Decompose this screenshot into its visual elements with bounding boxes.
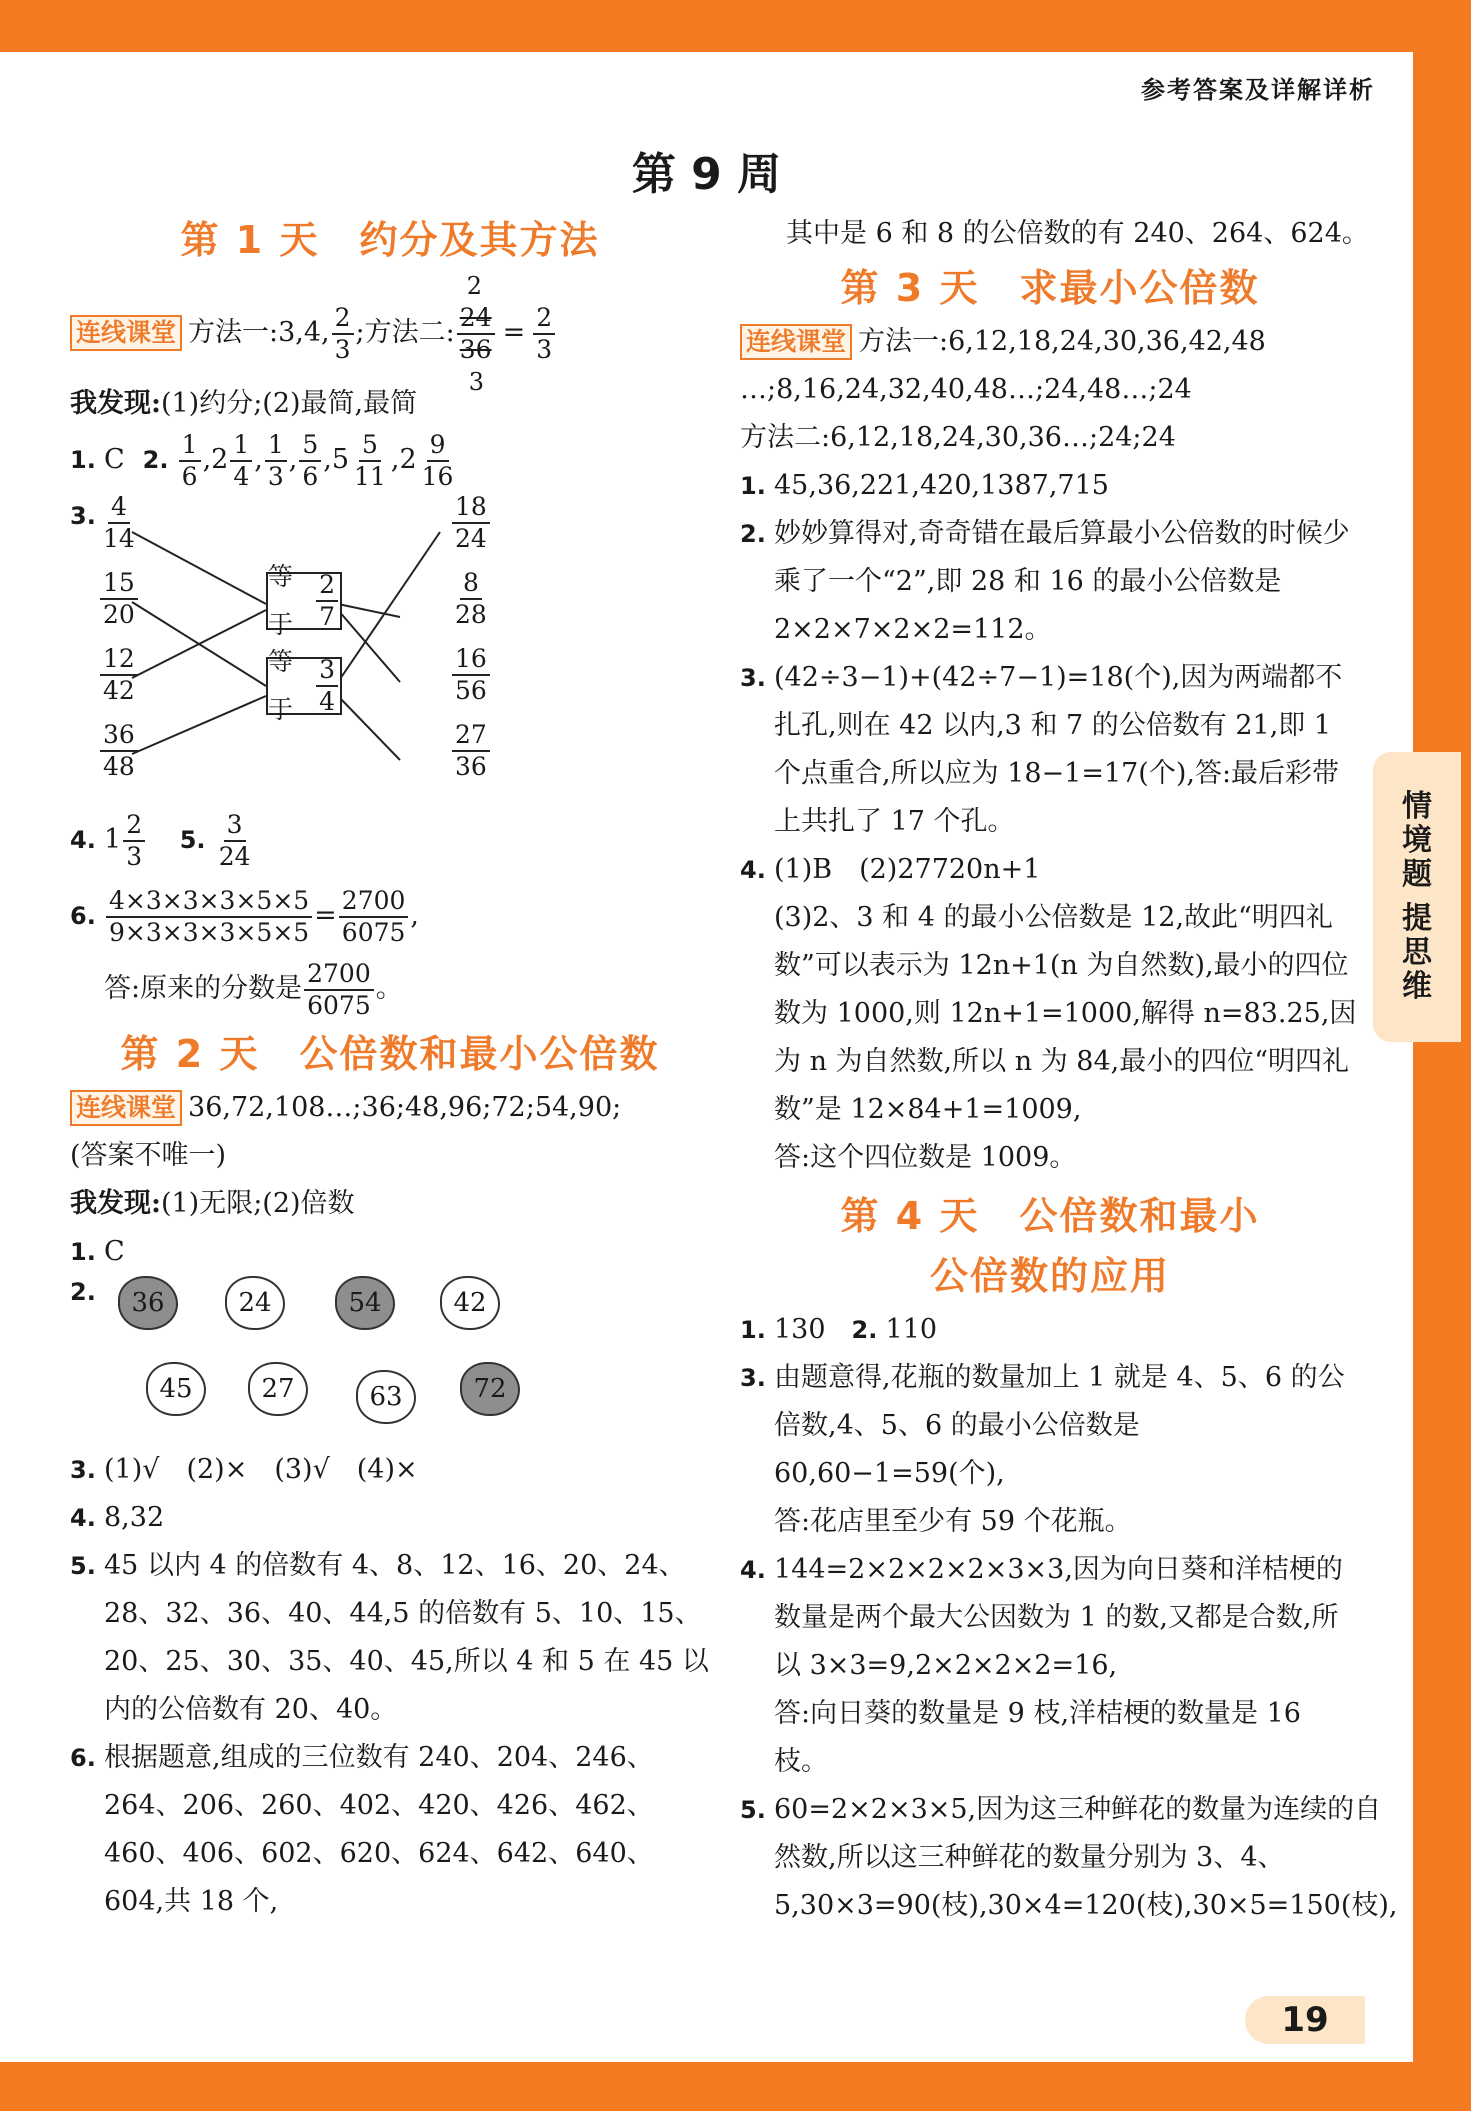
number-bubble: 36 [118, 1276, 178, 1330]
day2-class-line2: (答案不唯一) [70, 1140, 227, 1171]
question-number: 1. [740, 1316, 766, 1344]
day2-title: 第 2 天 公倍数和最小公倍数 [120, 1032, 660, 1076]
question-number: 4. [740, 856, 766, 884]
fraction: $\frac{18}{24}$ [452, 492, 490, 554]
day1-method1: 方法一:3,4, [188, 317, 330, 348]
day3-method1: 连线课堂 方法一:6,12,18,24,30,36,42,48 [740, 318, 1360, 366]
equals-two-sevenths-box: 等于 $\frac{2}{7}$ [266, 572, 342, 630]
question-number: 2. [70, 1278, 96, 1306]
day1-discovery: 我发现:(1)约分;(2)最简,最简 [70, 388, 418, 419]
question-number: 3. [70, 1456, 96, 1484]
side-tab-char: 情 [1402, 789, 1432, 824]
day2-q1: 1. C [70, 1228, 710, 1276]
number-bubble: 45 [146, 1362, 206, 1416]
side-tab-char: 题 [1402, 857, 1432, 892]
day2-q2-bubbles [70, 1276, 710, 1446]
fraction: $\frac{16}{56}$ [452, 644, 490, 706]
day1-q6: 6. $\frac{4\times 3\times 3\times 3\times 5\times 5}{9\times 3\times 3\times 3\times 5\times 5}$ = $\frac{2700}{6075}$ , [70, 876, 710, 956]
day3-q4: 4. (1)B (2)27720n+1 (3)2、3 和 4 的最小公倍数是 12,故此“明四礼数”可以表示为 12n+1(n 为自然数),最小的四位数为 1000,则 12n+1=1000,解得 n=83.25,因为 n 为自然数,所以 n 为 84,最小的四位“明四礼数”是 12×84+1=1009, 答:这个四位数是 1009。 [740, 846, 1360, 1182]
side-tab-char: 维 [1402, 969, 1432, 1004]
question-number: 2. [740, 520, 766, 548]
equals-three-quarters-box: 等于 $\frac{3}{4}$ [266, 657, 342, 715]
number-bubble: 72 [460, 1362, 520, 1416]
day2-class-line: 连线课堂 36,72,108…;36;48,96;72;54,90; [70, 1084, 710, 1132]
question-number: 1. [740, 472, 766, 500]
day2-q4: 4. 8,32 [70, 1494, 710, 1542]
question-number: 6. [70, 902, 96, 930]
day1-q6-answer: 答:原来的分数是 $\frac{2700}{6075}$ 。 [104, 958, 403, 1020]
day4-q5: 5. 60=2×2×3×5,因为这三种鲜花的数量为连续的自然数,所以这三种鲜花的数量分别为 3、4、5,30×3=90(枝),30×4=120(枝),30×5=150(枝), [740, 1786, 1360, 1930]
question-number: 4. [70, 826, 96, 854]
question-number: 3. [740, 1364, 766, 1392]
fraction: $\frac{8}{28}$ [455, 568, 487, 629]
fraction: $\frac{9}{16}$ [421, 429, 454, 491]
right-intro: 其中是 6 和 8 的公倍数的有 240、264、624。 [786, 218, 1369, 249]
day4-q1-q2: 1. 130 2. 110 [740, 1306, 1360, 1354]
fraction: $\frac{15}{20}$ [100, 568, 138, 630]
number-bubble: 54 [335, 1276, 395, 1330]
side-tab [1373, 752, 1461, 1042]
question-number: 5. [179, 826, 206, 854]
page-number: 19 [1245, 1996, 1365, 2044]
fraction: $\frac{2}{3}$ [533, 303, 555, 365]
day4-title: 第 4 天 公倍数和最小 公倍数的应用 [840, 1194, 1260, 1298]
day1-badge: 连线课堂 [70, 315, 182, 351]
right-column [740, 210, 1398, 1930]
number-bubble: 42 [440, 1276, 500, 1330]
day1-method2-label: ;方法二: [355, 317, 455, 348]
question-number: 3. [70, 502, 96, 530]
day3-title: 第 3 天 求最小公倍数 [840, 266, 1260, 310]
fraction: $\frac{5}{11}$ [354, 429, 386, 491]
page-header: 参考答案及详解详析 [1141, 76, 1375, 104]
day3-q2: 2. 妙妙算得对,奇奇错在最后算最小公倍数的时候少乘了一个“2”,即 28 和 16 的最小公倍数是 2×2×7×2×2=112。 [740, 510, 1360, 654]
day3-method1b: …;8,16,24,32,40,48…;24,48…;24 [740, 374, 1192, 405]
fraction: $\frac{12}{42}$ [100, 644, 138, 706]
fraction: $\frac{2}{3}$ [332, 303, 354, 365]
fraction: $\frac{5}{6}$ [299, 430, 321, 492]
side-tab-char: 思 [1402, 935, 1432, 970]
side-tab-char: 境 [1402, 823, 1432, 858]
day3-method2: 方法二:6,12,18,24,30,36…;24;24 [740, 422, 1176, 453]
day1-class-line: 连线课堂 方法一:3,4, $\frac{2}{3}$ ;方法二: 2 24 36 3 = $\frac{2}{3}$ [70, 298, 710, 368]
day3-badge: 连线课堂 [740, 324, 852, 360]
fraction: $\frac{1}{6}$ [179, 430, 201, 492]
question-number: 1. [70, 1238, 96, 1266]
day2-q5: 5. 45 以内 4 的倍数有 4、8、12、16、20、24、28、32、36、40、44,5 的倍数有 5、10、15、20、25、30、35、40、45,所以 4 和 5 在 45 以内的公倍数有 20、40。 [70, 1542, 710, 1734]
q2-fraction-list: $\frac{1}{6}$ ,2 $\frac{1}{4}$ , $\frac{1}{3}$ , $\frac{5}{6}$ ,5 $\frac{5}{11}$ ,2 $\frac{9}{16}$ [177, 444, 459, 475]
day1-q1-q2: 1. C 2. $\frac{1}{6}$ ,2 $\frac{1}{4}$ , $\frac{1}{3}$ , $\frac{5}{6}$ ,5 $\frac{5}{11}$ ,2 $\frac{9}{16}$ [70, 428, 710, 492]
day2-q3: 3. (1)√ (2)× (3)√ (4)× [70, 1446, 710, 1494]
fraction: $\frac{36}{48}$ [100, 720, 138, 782]
question-number: 3. [740, 664, 766, 692]
day3-q3: 3. (42÷3−1)+(42÷7−1)=18(个),因为两端都不扎孔,则在 42 以内,3 和 7 的公倍数有 21,即 1 个点重合,所以应为 18−1=17(个),答:最后彩带上共扎了 17 个孔。 [740, 654, 1360, 846]
question-number: 4. [740, 1556, 766, 1584]
side-tab-char: 提 [1402, 901, 1432, 936]
day2-badge: 连线课堂 [70, 1090, 182, 1126]
question-number: 1. [70, 446, 96, 474]
day3-q1: 1. 45,36,221,420,1387,715 [740, 462, 1360, 510]
matching-lines [70, 492, 710, 792]
fraction: $\frac{4}{14}$ [103, 492, 135, 553]
left-column [70, 210, 710, 1926]
cancel-fraction: 2 24 36 3 [457, 303, 495, 365]
week-title: 第 9 周 [631, 149, 782, 200]
number-bubble: 63 [356, 1370, 416, 1424]
day1-title: 第 1 天 约分及其方法 [180, 218, 600, 262]
question-number: 6. [70, 1744, 96, 1772]
day4-q3: 3. 由题意得,花瓶的数量加上 1 就是 4、5、6 的公倍数,4、5、6 的最小公倍数是 60,60−1=59(个), 答:花店里至少有 59 个花瓶。 [740, 1354, 1360, 1546]
question-number: 5. [70, 1552, 96, 1580]
day1-q3-matching [70, 492, 710, 804]
fraction: $\frac{1}{3}$ [265, 430, 287, 492]
day4-q4: 4. 144=2×2×2×2×3×3,因为向日葵和洋桔梗的数量是两个最大公因数为 1 的数,又都是合数,所以 3×3=9,2×2×2×2=16, 答:向日葵的数量是 9 枝,洋桔梗的数量是 16 枝。 [740, 1546, 1360, 1786]
fraction: $\frac{27}{36}$ [452, 720, 490, 782]
question-number: 4. [70, 1504, 96, 1532]
question-number: 2. [142, 446, 169, 474]
question-number: 2. [851, 1316, 878, 1344]
fraction: $\frac{1}{4}$ [230, 430, 252, 492]
day2-discovery: 我发现:(1)无限;(2)倍数 [70, 1188, 355, 1219]
day1-q4-q5: 4. 1 $\frac{2}{3}$ 5. $\frac{3}{24}$ [70, 804, 710, 876]
number-bubble: 24 [225, 1276, 285, 1330]
question-number: 5. [740, 1796, 766, 1824]
day2-q6: 6. 根据题意,组成的三位数有 240、204、246、264、206、260、402、420、426、462、460、406、602、620、624、642、640、604,共 18 个, [70, 1734, 710, 1926]
number-bubble: 27 [248, 1362, 308, 1416]
